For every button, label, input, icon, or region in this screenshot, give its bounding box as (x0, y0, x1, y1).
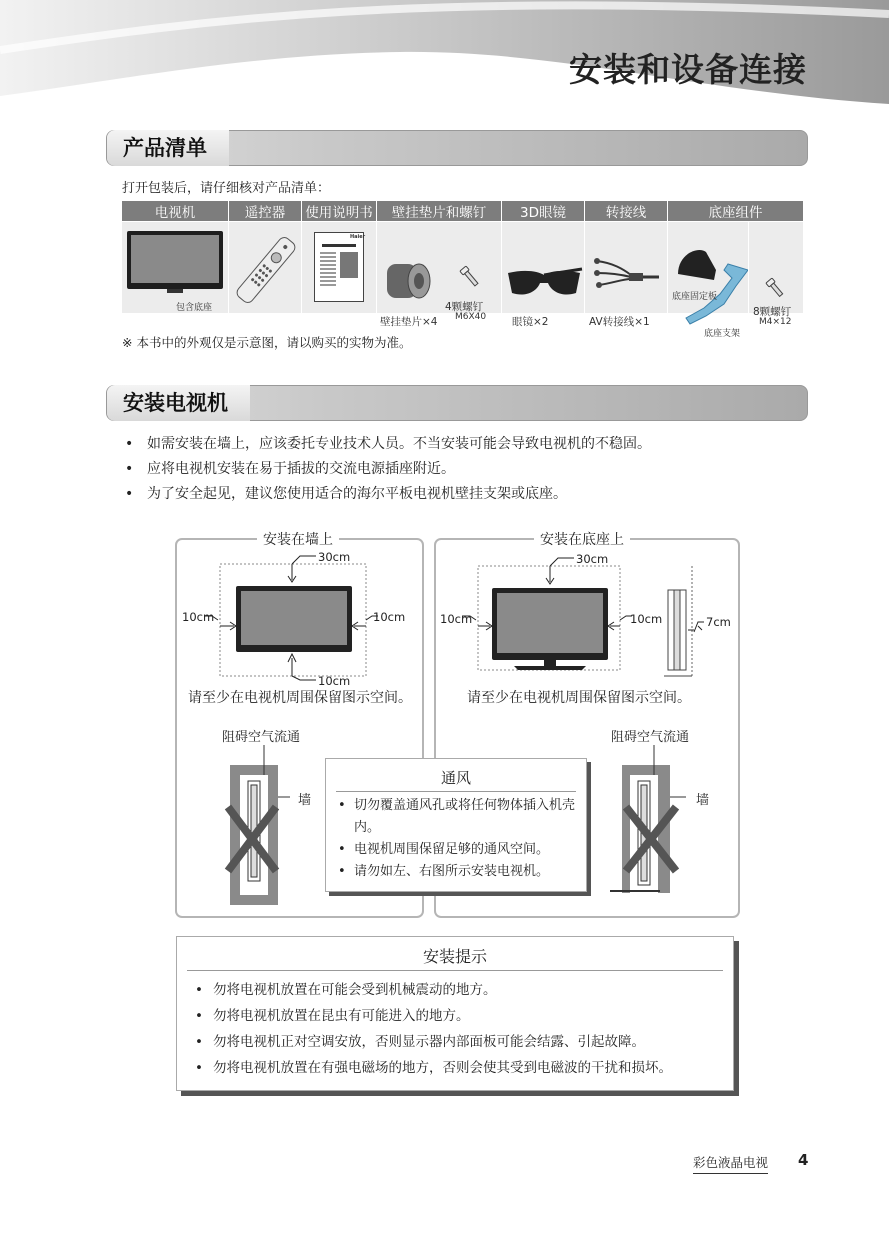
blocked-airflow-label: 阻碍空气流通 (611, 730, 690, 745)
disclaimer-note: ※ 本书中的外观仅是示意图，请以购买的实物为准。 (122, 335, 412, 350)
av-cable-image (593, 255, 663, 295)
wall-spacer-image (385, 260, 435, 304)
list-item: • 勿将电视机放置在昆虫有可能进入的地方。 (195, 1003, 672, 1029)
screw-icon (763, 276, 789, 302)
cell-wall-spacers (377, 222, 502, 328)
column-header: 电视机 (122, 201, 229, 222)
manual-brand: Haier (350, 234, 366, 240)
cell-av-cable (585, 222, 668, 328)
caption: M6X40 (455, 312, 487, 322)
remote-control-image (235, 232, 297, 308)
install-bullet-list (125, 432, 651, 507)
clearance-top-label: 30cm (576, 552, 609, 566)
caption: AV转接线×1 (589, 316, 650, 328)
cell-base-assembly (668, 222, 749, 339)
stand-mount-title: 安装在底座上 (534, 529, 630, 549)
clearance-right-label: 10cm (630, 612, 663, 626)
footer-product-name: 彩色液晶电视 (693, 1153, 768, 1174)
list-item: • 勿将电视机正对空调安放，否则显示器内部面板可能会结露、引起故障。 (195, 1029, 672, 1055)
install-tips-box (176, 936, 734, 1091)
clearance-caption: 请至少在电视机周围保留图示空间。 (188, 690, 412, 706)
list-item: • 勿将电视机放置在可能会受到机械震动的地方。 (195, 977, 672, 1003)
screw-icon (457, 264, 483, 290)
tips-title: 安装提示 (422, 947, 487, 966)
list-item: • 切勿覆盖通风孔或将任何物体插入机壳内。 (338, 795, 586, 839)
cell-remote (229, 222, 302, 314)
column-header: 使用说明书 (302, 201, 377, 222)
column-header: 底座组件 (668, 201, 804, 222)
wall-label: 墙 (696, 793, 710, 808)
list-item: • 请勿如左、右图所示安装电视机。 (338, 861, 586, 883)
blocked-stand-diagram (600, 745, 710, 910)
product-list-table (121, 200, 804, 339)
column-header: 壁挂垫片和螺钉 (377, 201, 502, 222)
section-header-install (106, 385, 808, 421)
blocked-wall-mount-diagram (220, 745, 330, 910)
page-title: 安装和设备连接 (569, 50, 807, 89)
clearance-caption: 请至少在电视机周围保留图示空间。 (467, 690, 691, 706)
list-item: • 电视机周围保留足够的通风空间。 (338, 839, 586, 861)
caption: 壁挂垫片×4 (380, 316, 438, 328)
list-item: • 应将电视机安装在易于插拔的交流电源插座附近。 (125, 457, 651, 482)
manual-image (314, 232, 364, 302)
caption: M4×12 (759, 317, 792, 327)
caption: 4颗螺钉 (445, 301, 484, 313)
clearance-bottom-label: 10cm (318, 674, 351, 688)
cell-manual (302, 222, 377, 314)
cell-tv (122, 222, 229, 314)
base-assembly-image (670, 244, 748, 330)
column-header: 转接线 (585, 201, 668, 222)
section-title: 产品清单 (107, 130, 229, 166)
clearance-right-label: 10cm (373, 610, 406, 624)
ventilation-title: 通风 (440, 769, 471, 787)
caption: 眼镜×2 (512, 316, 549, 328)
stand-clearance-diagram (436, 550, 736, 690)
ventilation-box (325, 758, 587, 892)
caption: 包含底座 (176, 303, 213, 313)
caption: 8颗螺钉 (753, 306, 792, 318)
section-title: 安装电视机 (107, 385, 250, 421)
cell-base-screws (749, 222, 804, 327)
list-item: • 为了安全起见，建议您使用适合的海尔平板电视机壁挂支架或底座。 (125, 482, 651, 507)
column-header: 遥控器 (229, 201, 302, 222)
column-header: 3D眼镜 (502, 201, 585, 222)
clearance-back-label: 7cm (706, 615, 731, 629)
clearance-left-label: 10cm (182, 610, 215, 624)
page-number: 4 (798, 1151, 809, 1169)
3d-glasses-image (504, 267, 584, 301)
cell-3d-glasses (502, 222, 585, 328)
wall-mount-title: 安装在墙上 (257, 529, 339, 549)
tv-image (127, 231, 223, 293)
caption: 底座固定板 (672, 292, 718, 302)
intro-text: 打开包装后，请仔细核对产品清单： (122, 181, 331, 196)
blocked-airflow-label: 阻碍空气流通 (222, 730, 301, 745)
clearance-top-label: 30cm (318, 550, 351, 564)
wall-label: 墙 (298, 793, 312, 808)
list-item: • 勿将电视机放置在有强电磁场的地方，否则会使其受到电磁波的干扰和损坏。 (195, 1055, 672, 1081)
list-item: • 如需安装在墙上，应该委托专业技术人员。不当安装可能会导致电视机的不稳固。 (125, 432, 651, 457)
clearance-left-label: 10cm (440, 612, 473, 626)
caption: 底座支架 (704, 329, 741, 339)
section-header-product-list (106, 130, 808, 166)
